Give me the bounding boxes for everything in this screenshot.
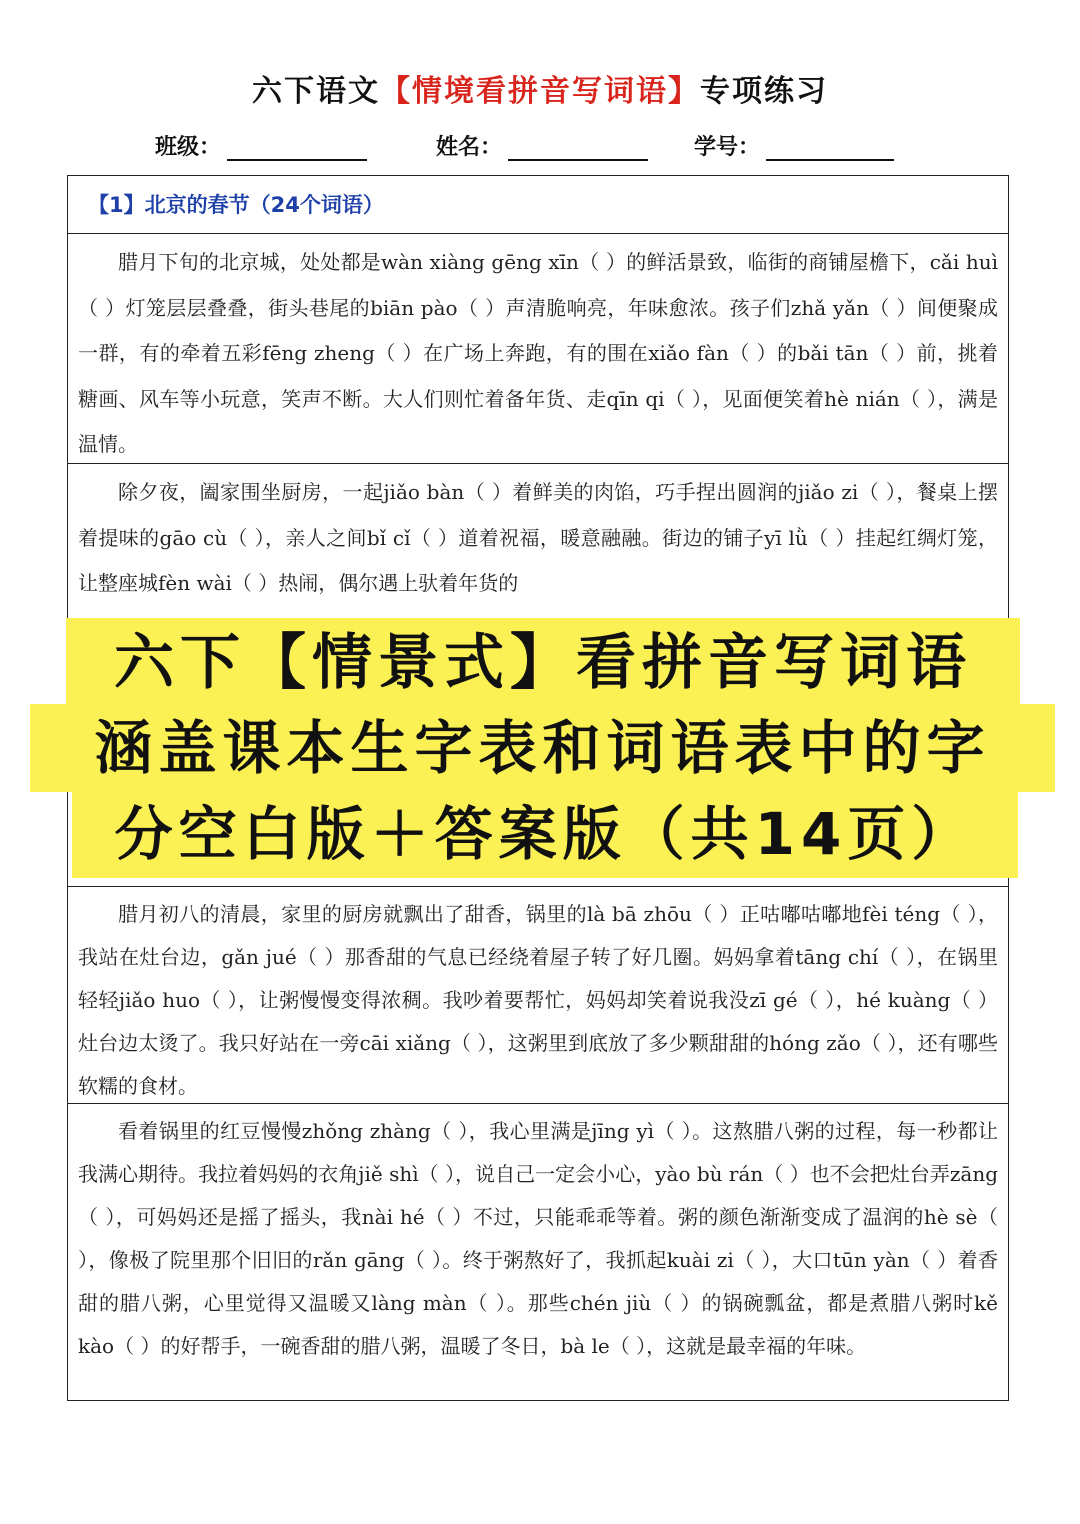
- number-field: [694, 130, 894, 161]
- section-heading: 【1】北京的春节（24个词语）: [68, 176, 1008, 234]
- class-blank[interactable]: [227, 135, 367, 161]
- class-label: 班级：: [155, 135, 222, 160]
- page-title: [0, 66, 1080, 110]
- exercise-paragraph: 腊月初八的清晨，家里的厨房就飘出了甜香，锅里的là bā zhōu（ ）正咕嘟咕嘟地fèi téng（ ），我站在灶台边，gǎn jué（ ）那香甜的气息已经绕着屋子转了好几圈。妈妈拿着tāng chí（ ），在锅里轻轻jiǎo huo（ ），让粥慢慢变得浓稠。我吵着要帮忙，妈妈却笑着说我没zī gé（ ），hé kuàng（ ）灶台边太烫了。我只好站在一旁cāi xiǎng（ ），这粥里到底放了多少颗甜甜的hóng zǎo（ ），还有哪些软糯的食材。: [68, 886, 1008, 1104]
- exercise-paragraph: 除夕夜，阖家围坐厨房，一起jiǎo bàn（ ）着鲜美的肉馅，巧手捏出圆润的jiǎo zi（ ），餐桌上摆着提味的gāo cù（ ），亲人之间bǐ cǐ（ ）道着祝福，暖意融融。街边的铺子yī lǜ（ ）挂起红绸灯笼，让整座城fèn wài（ ）热闹，偶尔遇上驮着年货的: [78, 480, 998, 595]
- name-blank[interactable]: [508, 135, 648, 161]
- number-label: 学号：: [694, 135, 761, 160]
- title-highlight: 【情境看拼音写词语】: [380, 74, 700, 109]
- title-suffix: 专项练习: [700, 74, 828, 109]
- exercise-paragraph: 腊月下旬的北京城，处处都是wàn xiàng gēng xīn（ ）的鲜活景致，临街的商铺屋檐下，cǎi huì（ ）灯笼层层叠叠，街头巷尾的biān pào（ ）声清脆响亮，年味愈浓。孩子们zhǎ yǎn（ ）间便聚成一群，有的牵着五彩fēng zheng（ ）在广场上奔跑，有的围在xiǎo fàn（ ）的bǎi tān（ ）前，挑着糖画、风车等小玩意，笑声不断。大人们则忙着备年货、走qīn qi（ ），见面便笑着hè nián（ ），满是温情。: [68, 234, 1008, 464]
- number-blank[interactable]: [766, 135, 894, 161]
- exercise-paragraph: 看着锅里的红豆慢慢zhǒng zhàng（ ），我心里满是jīng yì（ ）。这熬腊八粥的过程，每一秒都让我满心期待。我拉着妈妈的衣角jiě shì（ ），说自己一定会小心，yào bù rán（ ）也不会把灶台弄zāng（ ），可妈妈还是摇了摇头，我nài hé（ ）不过，只能乖乖等着。粥的颜色渐渐变成了温润的hè sè（ ），像极了院里那个旧旧的rǎn gāng（ ）。终于粥熬好了，我抓起kuài zi（ ），大口tūn yàn（ ）着香甜的腊八粥，心里觉得又温暖又làng màn（ ）。那些chén jiù（ ）的锅碗瓢盆，都是煮腊八粥时kě kào（ ）的好帮手，一碗香甜的腊八粥，温暖了冬日，bà le（ ），这就是最幸福的年味。: [78, 1119, 998, 1358]
- title-prefix: 六下语文: [252, 74, 380, 109]
- banner-line-2: 涵盖课本生字表和词语表中的字: [30, 704, 1055, 792]
- name-field: [436, 130, 648, 161]
- banner-line-1: 六下【情景式】看拼音写词语: [66, 618, 1020, 708]
- class-field: [155, 130, 367, 161]
- banner-line-3: 分空白版＋答案版（共14页）: [72, 790, 1018, 878]
- name-label: 姓名：: [436, 135, 503, 160]
- student-info-row: [0, 130, 1080, 170]
